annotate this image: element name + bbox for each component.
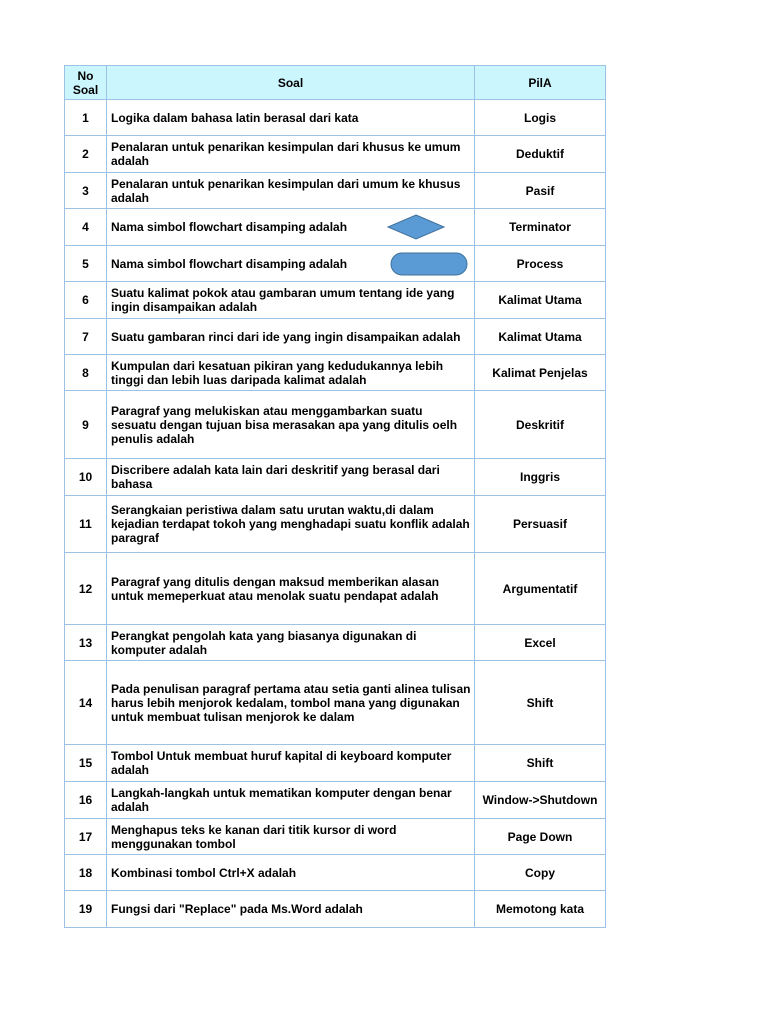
question-cell [107,355,475,391]
header-soal: Soal [107,66,475,100]
flowchart-terminator-icon [390,252,468,276]
table-row [65,173,606,209]
table-row [65,496,606,553]
header-row [65,66,606,100]
question-cell [107,661,475,745]
question-text: Nama simbol flowchart disamping adalah [111,256,348,271]
question-text: Tombol Untuk membuat huruf kapital di keyboard komputer adalah [111,749,452,777]
row-number: 12 [65,553,107,625]
table-row [65,282,606,319]
table-row [65,553,606,625]
question-text: Perangkat pengolah kata yang biasanya digunakan di komputer adalah [111,628,417,657]
row-number: 8 [65,355,107,391]
question-text: Serangkaian peristiwa dalam satu urutan waktu,di dalam kejadian terdapat tokoh yang menghadapi suatu konflik adalah paragraf [111,503,470,545]
question-text: Pada penulisan paragraf pertama atau setia ganti alinea tulisan harus lebih menjorok kedalam, tombol mana yang digunakan untuk membuat tulisan menjorok ke dalam [111,681,471,724]
answer-cell: Memotong kata [475,891,606,928]
question-cell [107,891,475,928]
question-cell [107,246,475,282]
question-text: Suatu gambaran rinci dari ide yang ingin disampaikan adalah [111,329,461,344]
question-text: Paragraf yang ditulis dengan maksud memberikan alasan untuk memeperkuat atau menolak suatu pendapat adalah [111,574,440,603]
answer-cell: Shift [475,661,606,745]
question-text: Langkah-langkah untuk mematikan komputer dengan benar adalah [111,786,452,814]
row-number: 2 [65,136,107,173]
question-cell [107,391,475,459]
answer-cell: Shift [475,745,606,782]
question-cell [107,209,475,246]
table-row [65,819,606,855]
question-cell [107,496,475,553]
table-row [65,745,606,782]
question-text: Paragraf yang melukiskan atau menggambarkan suatu sesuatu dengan tujuan bisa merasakan apa yang ditulis oelh penulis adalah [111,403,458,446]
question-text: Logika dalam bahasa latin berasal dari kata [111,110,359,125]
flowchart-diamond-icon [387,214,445,240]
question-cell [107,136,475,173]
table-row [65,782,606,819]
row-number: 6 [65,282,107,319]
answer-cell: Deskritif [475,391,606,459]
table-row [65,209,606,246]
answer-cell: Kalimat Penjelas [475,355,606,391]
question-cell [107,745,475,782]
question-cell [107,819,475,855]
question-cell [107,282,475,319]
question-text: Suatu kalimat pokok atau gambaran umum tentang ide yang ingin disampaikan adalah [111,286,455,314]
row-number: 18 [65,855,107,891]
answer-cell: Copy [475,855,606,891]
answer-cell: Kalimat Utama [475,282,606,319]
answer-cell: Window->Shutdown [475,782,606,819]
question-cell [107,855,475,891]
question-cell [107,319,475,355]
quiz-rows [65,100,606,928]
row-number: 10 [65,459,107,496]
table-row [65,661,606,745]
answer-cell: Logis [475,100,606,136]
table-row [65,136,606,173]
row-number: 14 [65,661,107,745]
table-row [65,246,606,282]
question-text: Fungsi dari "Replace" pada Ms.Word adalah [111,902,363,916]
question-cell [107,625,475,661]
question-cell [107,782,475,819]
row-number: 13 [65,625,107,661]
table-row [65,891,606,928]
table-row [65,391,606,459]
row-number: 11 [65,496,107,553]
answer-cell: Kalimat Utama [475,319,606,355]
row-number: 17 [65,819,107,855]
quiz-table [64,65,606,928]
table-row [65,100,606,136]
row-number: 15 [65,745,107,782]
question-text: Penalaran untuk penarikan kesimpulan dari khusus ke umum adalah [111,140,461,168]
question-text: Kumpulan dari kesatuan pikiran yang kedudukannya lebih tinggi dan lebih luas daripada kalimat adalah [111,358,444,387]
answer-cell: Terminator [475,209,606,246]
table-row [65,459,606,496]
answer-cell: Process [475,246,606,282]
question-text: Nama simbol flowchart disamping adalah [111,220,348,234]
question-cell [107,173,475,209]
row-number: 9 [65,391,107,459]
answer-cell: Excel [475,625,606,661]
table-row [65,855,606,891]
question-text: Penalaran untuk penarikan kesimpulan dari umum ke khusus adalah [111,176,461,205]
row-number: 3 [65,173,107,209]
row-number: 19 [65,891,107,928]
row-number: 4 [65,209,107,246]
row-number: 1 [65,100,107,136]
row-number: 16 [65,782,107,819]
answer-cell: Inggris [475,459,606,496]
header-no: No Soal [65,66,107,100]
table-row [65,319,606,355]
question-text: Discribere adalah kata lain dari deskritif yang berasal dari bahasa [111,463,440,491]
question-text: Kombinasi tombol Ctrl+X adalah [111,865,297,880]
table-row [65,625,606,661]
table-row [65,355,606,391]
row-number: 5 [65,246,107,282]
quiz-sheet [64,65,606,928]
question-cell [107,553,475,625]
question-text: Menghapus teks ke kanan dari titik kursor di word menggunakan tombol [111,822,397,851]
row-number: 7 [65,319,107,355]
header-pila: PilA [475,66,606,100]
answer-cell: Argumentatif [475,553,606,625]
question-cell [107,459,475,496]
answer-cell: Page Down [475,819,606,855]
answer-cell: Pasif [475,173,606,209]
question-cell [107,100,475,136]
answer-cell: Persuasif [475,496,606,553]
answer-cell: Deduktif [475,136,606,173]
